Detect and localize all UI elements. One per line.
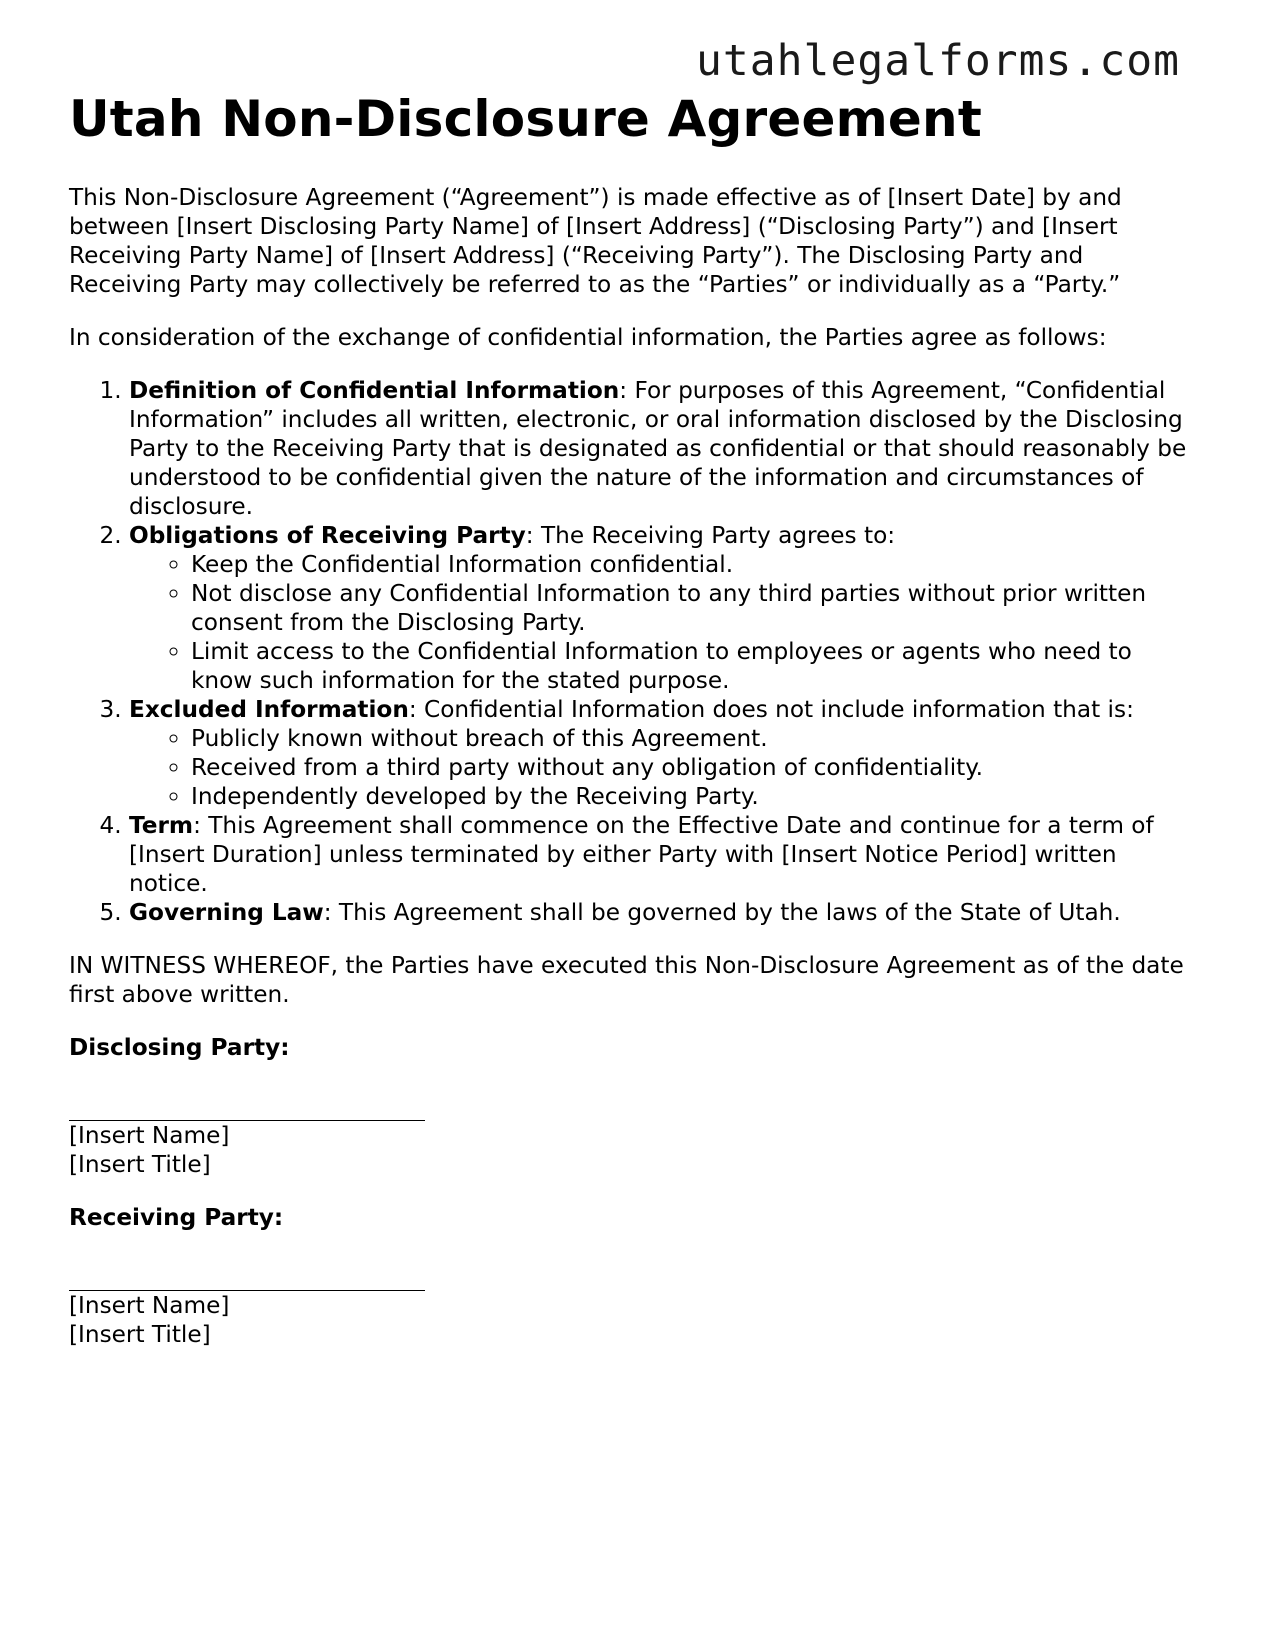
receiving-party-title: [Insert Title] bbox=[69, 1321, 211, 1348]
list-item: ◦ Keep the Confidential Information confidential. bbox=[191, 550, 1189, 579]
list-item: ◦ Publicly known without breach of this Agreement. bbox=[191, 724, 1189, 753]
clause-term bbox=[129, 811, 1189, 898]
list-item: ◦ Not disclose any Confidential Information to any third parties without prior written consent from the Disclosing Party. bbox=[191, 579, 1189, 637]
witness-paragraph: IN WITNESS WHEREOF, the Parties have executed this Non-Disclosure Agreement as of the date first above written. bbox=[69, 952, 1184, 1008]
clause-text: : Confidential Information does not include information that is: bbox=[408, 696, 1134, 723]
consideration-paragraph: In consideration of the exchange of confidential information, the Parties agree as follows: bbox=[69, 324, 1107, 351]
clause-heading: Obligations of Receiving Party bbox=[129, 522, 526, 549]
clause-heading: Governing Law bbox=[129, 899, 324, 926]
clause-heading: Definition of Confidential Information bbox=[129, 377, 620, 404]
clause-text: : This Agreement shall be governed by the laws of the State of Utah. bbox=[323, 899, 1121, 926]
clause-text: : This Agreement shall commence on the Effective Date and continue for a term of [Insert Duration] unless terminated by either Party with [Insert Notice Period] written notice. bbox=[129, 812, 1154, 897]
site-watermark: utahlegalforms.com bbox=[696, 36, 1180, 86]
clause-obligations bbox=[129, 521, 1189, 695]
clause-list bbox=[69, 376, 1189, 927]
receiving-party-label: Receiving Party: bbox=[69, 1204, 284, 1231]
disclosing-party-name: [Insert Name] bbox=[69, 1122, 230, 1149]
document-page bbox=[69, 87, 1189, 1349]
intro-paragraph: This Non-Disclosure Agreement (“Agreement”) is made effective as of [Insert Date] by and between [Insert Disclosing Party Name] of [Insert Address] (“Disclosing Party”) and [Insert Receiving Party Name] of [Insert Address] (“Receiving Party”). The Disclosing Party and Receiving Party may collectively be referred to as the “Parties” or individually as a “Party.” bbox=[69, 184, 1122, 298]
disclosing-party-label: Disclosing Party: bbox=[69, 1034, 290, 1061]
clause-heading: Term bbox=[129, 812, 194, 839]
document-title: Utah Non-Disclosure Agreement bbox=[69, 90, 982, 148]
disclosing-party-title: [Insert Title] bbox=[69, 1151, 211, 1178]
clause-heading: Excluded Information bbox=[129, 696, 409, 723]
list-item: ◦ Received from a third party without any obligation of confidentiality. bbox=[191, 753, 1189, 782]
receiving-party-name: [Insert Name] bbox=[69, 1292, 230, 1319]
list-item: ◦ Independently developed by the Receiving Party. bbox=[191, 782, 1189, 811]
receiving-signature-line[interactable] bbox=[69, 1260, 425, 1291]
clause-definition bbox=[129, 376, 1189, 521]
excluded-list bbox=[129, 724, 1189, 811]
disclosing-signature-line[interactable] bbox=[69, 1090, 425, 1121]
clause-governing-law bbox=[129, 898, 1189, 927]
list-item: ◦ Limit access to the Confidential Information to employees or agents who need to know such information for the stated purpose. bbox=[191, 637, 1189, 695]
clause-excluded bbox=[129, 695, 1189, 811]
clause-text: : For purposes of this Agreement, “Confidential Information” includes all written, electronic, or oral information disclosed by the Disclosing Party to the Receiving Party that is designated as confidential or that should reasonably be understood to be confidential given the nature of the information and circumstances of disclosure. bbox=[129, 377, 1187, 520]
obligations-list bbox=[129, 550, 1189, 695]
clause-text: : The Receiving Party agrees to: bbox=[525, 522, 896, 549]
